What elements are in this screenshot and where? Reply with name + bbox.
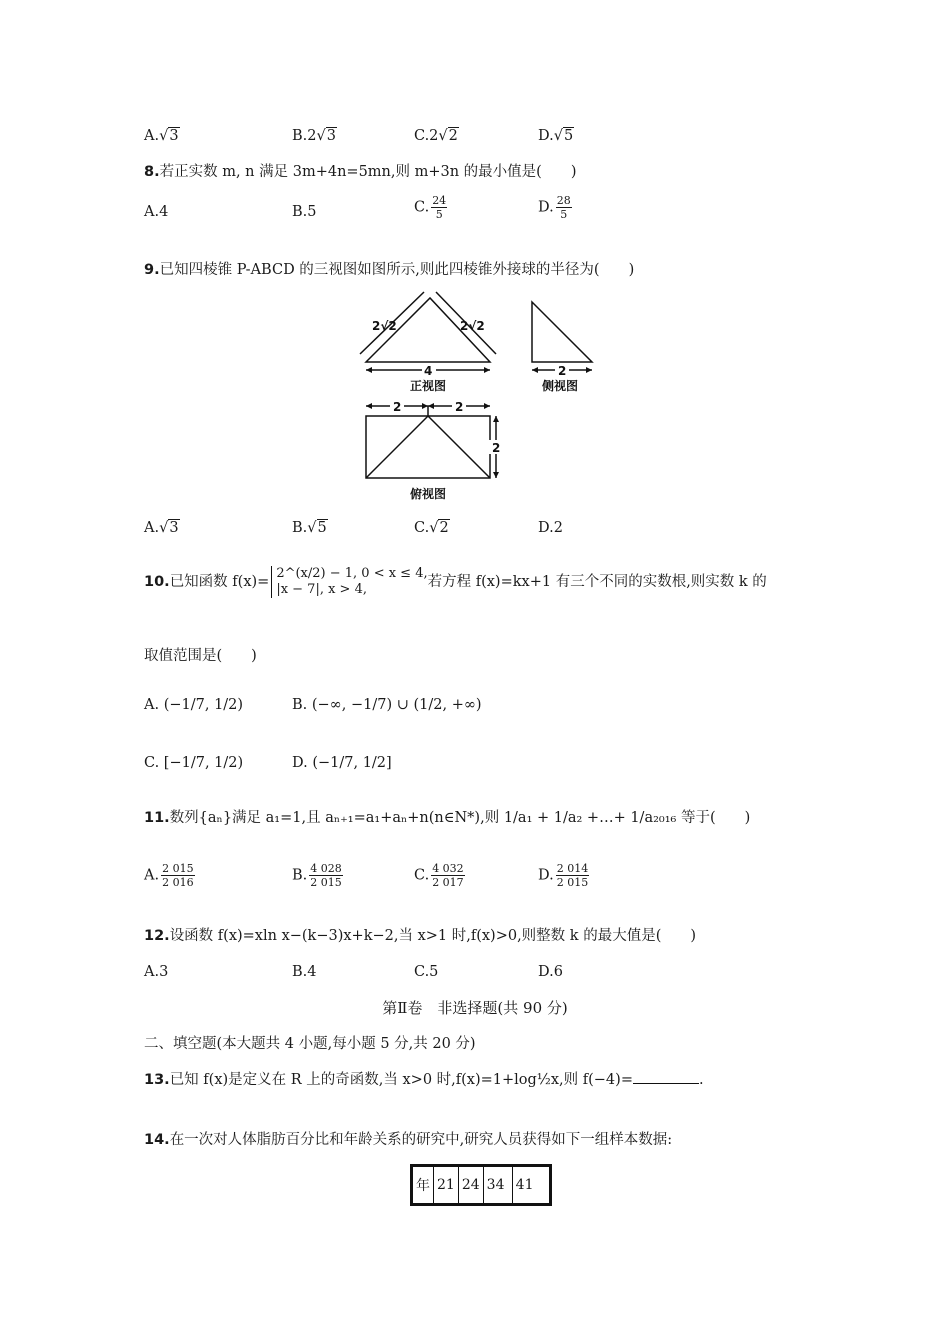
three-view-figure <box>350 290 610 505</box>
q13-text: 已知 f(x)是定义在 R 上的奇函数,当 x>0 时,f(x)=1+log½x,则 f(−4)= <box>169 1072 633 1088</box>
front-left-label: 2√2 <box>372 319 397 333</box>
q10-stem-line2: 取值范围是( ) <box>144 648 257 664</box>
q11-option-b: B. $\frac{4 028}{2 015}$ <box>292 862 342 889</box>
q12-option-d: D.6 <box>538 964 563 980</box>
q11-options <box>0 862 950 904</box>
top-caption: 俯视图 <box>410 487 447 501</box>
q8-text: 若正实数 m, n 满足 3m+4n=5mn,则 m+3n 的最小值是( ) <box>159 164 577 180</box>
q10-stem <box>0 562 950 602</box>
front-right-label: 2√2 <box>460 319 485 333</box>
front-base-label: 4 <box>424 364 433 378</box>
q11-stem <box>0 806 950 830</box>
q10-prefix: 已知函数 f(x)= <box>169 574 270 590</box>
top-height-label: 2 <box>492 441 501 455</box>
q14-number: 14. <box>144 1132 170 1148</box>
q11-text: 数列{aₙ}满足 a₁=1,且 aₙ₊₁=a₁+aₙ+n(n∈N*),则 <box>169 810 500 826</box>
q12-options <box>0 960 950 984</box>
q13-number: 13. <box>144 1072 170 1088</box>
q12-option-a: A.3 <box>144 964 169 980</box>
q9-options <box>0 516 950 540</box>
q7-options <box>0 124 950 148</box>
table-row <box>412 1166 551 1205</box>
q11-tail: 等于( ) <box>680 810 751 826</box>
q14-data-table <box>410 1164 552 1206</box>
q10-option-a: A. (−1/7, 1/2) <box>144 697 244 713</box>
q10-suffix: 若方程 f(x)=kx+1 有三个不同的实数根,则实数 k 的 <box>427 574 767 590</box>
q7-option-b: B.2√3 <box>292 128 336 144</box>
q9-option-d: D.2 <box>538 520 563 536</box>
q12-stem <box>0 924 950 948</box>
q14-stem <box>0 1128 950 1152</box>
q9-option-b: B.√5 <box>292 520 327 536</box>
q8-option-d: D. $\frac{28}{5}$ <box>538 194 571 221</box>
q10-options-row2 <box>0 748 950 778</box>
q12-option-b: B.4 <box>292 964 317 980</box>
q10-option-b: B. (−∞, −1/7) ∪ (1/2, +∞) <box>292 697 482 713</box>
top-left-label: 2 <box>393 400 402 414</box>
part2-title: 第Ⅱ卷 非选择题(共 90 分) <box>382 999 568 1017</box>
q11-number: 11. <box>144 810 170 826</box>
q14-text: 在一次对人体脂肪百分比和年龄关系的研究中,研究人员获得如下一组样本数据: <box>169 1132 673 1148</box>
q8-option-a: A.4 <box>144 204 169 220</box>
q10-option-d: D. (−1/7, 1/2] <box>292 755 392 771</box>
q8-stem <box>0 160 950 184</box>
q10-number: 10. <box>144 574 170 590</box>
side-view-triangle <box>532 302 592 362</box>
q8-option-b: B.5 <box>292 204 317 220</box>
q7-option-c: C.2√2 <box>414 128 458 144</box>
q9-number: 9. <box>144 262 160 278</box>
q11-option-a: A. $\frac{2 015}{2 016}$ <box>144 862 194 889</box>
q11-sum: 1/a₁ + 1/a₂ +…+ 1/a₂₀₁₆ <box>503 810 677 826</box>
front-caption: 正视图 <box>410 379 447 393</box>
q11-option-c: C. $\frac{4 032}{2 017}$ <box>414 862 464 889</box>
q8-option-c: C. $\frac{24}{5}$ <box>414 194 447 221</box>
q10-options-row1 <box>0 690 950 720</box>
q12-number: 12. <box>144 928 170 944</box>
top-view-rectangle <box>366 416 490 478</box>
top-right-label: 2 <box>455 400 464 414</box>
section2-heading: 二、填空题(本大题共 4 小题,每小题 5 分,共 20 分) <box>144 1036 476 1052</box>
q8-options <box>0 194 950 236</box>
q10-piecewise: 2^(x/2) − 1, 0 < x ≤ 4, |x − 7|, x > 4, <box>271 566 427 598</box>
side-caption: 侧视图 <box>542 379 579 393</box>
q9-text: 已知四棱锥 P-ABCD 的三视图如图所示,则此四棱锥外接球的半径为( ) <box>159 262 635 278</box>
q7-option-d: D.√5 <box>538 128 574 144</box>
q7-option-a: A.√3 <box>144 128 179 144</box>
q10-option-c: C. [−1/7, 1/2) <box>144 755 244 771</box>
q12-text: 设函数 f(x)=xln x−(k−3)x+k−2,当 x>1 时,f(x)>0,则整数 k 的最大值是( ) <box>169 928 697 944</box>
q9-option-a: A.√3 <box>144 520 179 536</box>
q12-option-c: C.5 <box>414 964 439 980</box>
q13-answer-blank[interactable] <box>633 1069 699 1084</box>
table-cell: 24 <box>458 1166 483 1205</box>
table-header-age: 年 <box>412 1166 434 1205</box>
side-base-label: 2 <box>558 364 567 378</box>
q13-stem: 13.已知 f(x)是定义在 R 上的奇函数,当 x>0 时,f(x)=1+log½x,则 f(−4)= . <box>0 1068 950 1092</box>
table-cell: 41 <box>512 1166 550 1205</box>
table-cell: 21 <box>434 1166 459 1205</box>
q11-option-d: D. $\frac{2 014}{2 015}$ <box>538 862 589 889</box>
q8-number: 8. <box>144 164 160 180</box>
q9-option-c: C.√2 <box>414 520 449 536</box>
table-cell: 34 <box>483 1166 512 1205</box>
q9-stem <box>0 258 950 282</box>
